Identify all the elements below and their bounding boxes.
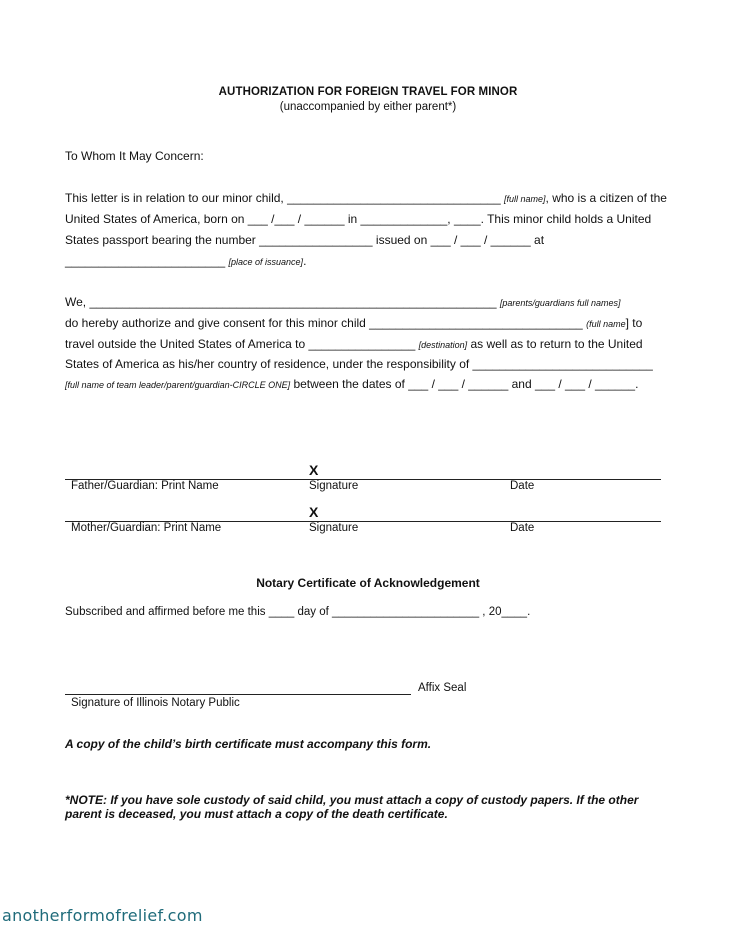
custody-note: *NOTE: If you have sole custody of said child, you must attach a copy of custody papers. If the other parent is deceased, you must attach a copy of the death certificate. bbox=[65, 793, 639, 821]
guardians-names-hint: [parents/guardians full names] bbox=[499, 298, 621, 308]
mother-signature-label: Signature bbox=[309, 522, 359, 534]
p1-line-4-text: ________________________ bbox=[65, 254, 226, 268]
p2-line-3 bbox=[65, 337, 643, 351]
p1-line-1-tail: , who is a citizen of the bbox=[545, 191, 667, 205]
full-name-hint: [full name] bbox=[504, 194, 546, 204]
notary-title: Notary Certificate of Acknowledgement bbox=[256, 576, 480, 590]
document-subtitle: (unaccompanied by either parent*) bbox=[279, 101, 457, 113]
full-name-hint-2: (full name bbox=[586, 319, 626, 329]
p1-line-3: States passport bearing the number _________________ issued on ___ / ___ / ______ at bbox=[65, 233, 545, 247]
father-signature-x: X bbox=[309, 462, 319, 478]
watermark-url: anotherformofrelief.com bbox=[2, 906, 203, 925]
place-of-issuance-hint: [place of issuance] bbox=[228, 257, 304, 267]
p2-line-2 bbox=[65, 316, 642, 330]
p1-line-1 bbox=[65, 191, 667, 205]
mother-print-name-label: Mother/Guardian: Print Name bbox=[71, 522, 222, 534]
notary-subscribed-line: Subscribed and affirmed before me this ____ day of _______________________ , 20____. bbox=[65, 606, 531, 618]
mother-signature-x: X bbox=[309, 504, 319, 520]
p2-line-3-tail: as well as to return to the United bbox=[467, 337, 643, 351]
destination-hint: [destination] bbox=[418, 340, 468, 350]
p2-line-1 bbox=[65, 295, 620, 309]
mother-date-label: Date bbox=[510, 522, 535, 534]
document-title: AUTHORIZATION FOR FOREIGN TRAVEL FOR MINOR bbox=[218, 86, 518, 98]
p2-line-5 bbox=[65, 377, 638, 391]
team-leader-hint: [full name of team leader/parent/guardian-CIRCLE ONE] bbox=[65, 380, 291, 390]
p2-line-2-text: do hereby authorize and give consent for this minor child ________________________________ bbox=[65, 316, 583, 330]
p2-line-2-tail: ] to bbox=[625, 316, 643, 330]
salutation: To Whom It May Concern: bbox=[65, 149, 204, 163]
notary-signature-label: Signature of Illinois Notary Public bbox=[71, 697, 240, 709]
p2-line-5-tail: between the dates of ___ / ___ / ______ and ___ / ___ / ______. bbox=[290, 377, 639, 391]
affix-seal-label: Affix Seal bbox=[418, 682, 467, 694]
p2-line-1-text: We, _____________________________________________________________ bbox=[65, 295, 497, 309]
father-date-label: Date bbox=[510, 480, 535, 492]
p1-line-4 bbox=[65, 254, 306, 268]
p2-line-4: States of America as his/her country of residence, under the responsibility of ___________________________ bbox=[65, 357, 653, 371]
father-print-name-label: Father/Guardian: Print Name bbox=[71, 480, 219, 492]
p1-line-4-tail: . bbox=[303, 254, 307, 268]
notary-signature-line[interactable] bbox=[65, 694, 411, 695]
p2-line-3-text: travel outside the United States of America to ________________ bbox=[65, 337, 416, 351]
birth-certificate-note: A copy of the child’s birth certificate must accompany this form. bbox=[65, 737, 432, 751]
father-signature-label: Signature bbox=[309, 480, 359, 492]
p1-line-1-text: This letter is in relation to our minor child, ________________________________ bbox=[65, 191, 501, 205]
p1-line-2: United States of America, born on ___ /___ / ______ in _____________, ____. This minor child holds a United bbox=[65, 212, 652, 226]
